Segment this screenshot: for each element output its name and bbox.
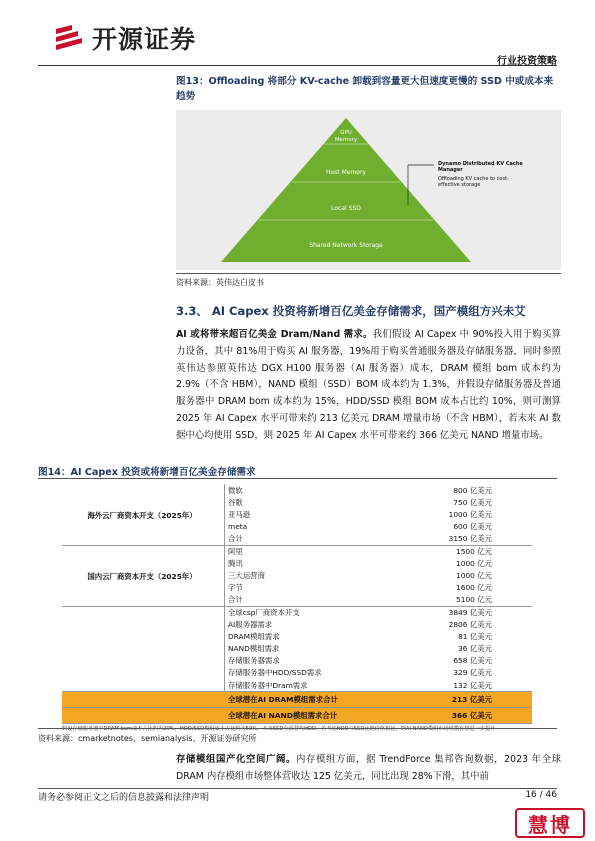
paragraph-2-lead: 存储模组国产化空间广阔。	[176, 754, 296, 765]
table-row	[62, 545, 532, 557]
row-value: 1500 亿元	[456, 547, 492, 557]
row-name: 阿里	[228, 547, 243, 557]
paragraph-2-text: 内存模组方面，据 TrendForce 集邦咨询数据，2023 年全球 DRAM 内存模组市场整体营收达 125 亿美元，同比出现 28%下滑，其中前	[176, 754, 561, 782]
table-row	[62, 582, 532, 594]
row-name: 存储服务器中HDD/SSD需求	[228, 668, 322, 678]
row-value: 750 亿美元	[453, 497, 492, 507]
row-name: 全球潜在AI DRAM模组需求合计	[228, 695, 338, 705]
stamp-text: 慧博	[528, 812, 572, 837]
row-value: 213 亿美元	[451, 695, 492, 705]
row-name: 微软	[228, 485, 243, 495]
row-value: 81 亿美元	[458, 631, 492, 641]
layer-local-ssd: Local SSD	[331, 205, 361, 212]
group-divider	[224, 545, 225, 606]
table-row	[62, 655, 532, 667]
group-divider	[224, 484, 225, 545]
footer-disclaimer: 请务必参阅正文之后的信息披露和法律声明	[38, 793, 210, 803]
paragraph-1-text: 我们假设 AI Capex 中 90%投入用于购买算力设备，其中 81%用于购买 AI 服务器，19%用于购买普通服务器及存储服务器，同时参照英伟达参照英伟达 DGX H100 服务器（AI 服务器）成本，DRAM 模组 bom 成本约为 2.9%（不含 HBM），NAND 模组（SSD）BOM 成本约为 1.3%，并假设存储服务器及普通服务器中 DRAM bom 成本约为 15%，HDD/SSD 模组 BOM 成本占比约 10%，则可测算 2025 年 AI Capex 水平可带来约 213 亿美元 DRAM 增量市场（不含 HBM），若未来 AI 数据中心均使用 SSD，则 2025 年 AI Capex 水平可带来约 366 亿美元 NAND 增量市场。	[176, 329, 561, 441]
table-row	[62, 630, 532, 642]
row-value: 600 亿美元	[453, 522, 492, 532]
group-divider	[224, 606, 225, 691]
row-name: 合计	[228, 595, 243, 605]
group-label: 海外云厂商资本开支（2025年）	[87, 510, 197, 520]
table-row	[62, 679, 532, 691]
brand-name: 开源证券	[92, 25, 197, 54]
row-value: 36 亿美元	[458, 644, 492, 654]
capex-table	[62, 484, 532, 733]
group-label: 国内云厂商资本开支（2025年）	[87, 571, 197, 581]
figure13-image	[176, 110, 561, 270]
table-row	[62, 606, 532, 618]
brand-logo-icon	[52, 21, 86, 55]
row-value: 800 亿美元	[453, 485, 492, 495]
paragraph-1	[176, 327, 561, 445]
row-name: 存储服务器中Dram需求	[228, 680, 308, 690]
figure14-bottom-line	[38, 728, 557, 729]
figure14-source: 资料来源：cmarketnotes、semianalysis、开源证券研究所	[38, 734, 257, 743]
row-value: 1000 亿元	[456, 570, 492, 580]
paragraph-2	[176, 752, 561, 786]
layer-host-memory: Host Memory	[326, 169, 366, 176]
row-value: 366 亿美元	[451, 711, 492, 721]
table-row	[62, 667, 532, 679]
table-row	[62, 484, 532, 496]
row-name: DRAM模组需求	[228, 631, 280, 641]
header-divider	[38, 65, 557, 66]
figure13-source: 资料来源：英伟达白皮书	[176, 278, 264, 287]
highlight-row	[62, 691, 532, 707]
figure14-title: 图14：AI Capex 投资或将新增百亿美金存储需求	[38, 467, 256, 478]
kv-cache-pyramid	[176, 110, 561, 270]
section-title: 3.3、 AI Capex 投资将新增百亿美金存储需求，国产模组方兴未艾	[176, 304, 526, 318]
row-value: 329 亿美元	[453, 668, 492, 678]
row-name: AI服务器需求	[228, 619, 273, 629]
row-name: 三大运营商	[228, 570, 265, 580]
row-name: 存储服务器需求	[228, 656, 280, 666]
row-value: 5100 亿元	[456, 595, 492, 605]
row-name: NAND模组需求	[228, 644, 280, 654]
table-row	[62, 533, 532, 545]
row-name: 合计	[228, 534, 243, 544]
section-label: 行业投资策略	[497, 56, 557, 67]
row-value: 3849 亿美元	[448, 607, 492, 617]
layer-gpu-memory: GPU Memory	[334, 130, 358, 143]
table-row	[62, 618, 532, 630]
row-value: 1000 亿美元	[448, 509, 492, 519]
layer-shared-network-storage: Shared Network Storage	[309, 242, 383, 249]
brand-logo	[52, 20, 196, 56]
figure14-top-line	[38, 478, 557, 479]
table-row	[62, 594, 532, 606]
row-value: 3150 亿美元	[448, 534, 492, 544]
row-name: 谷歌	[228, 497, 243, 507]
row-value: 1600 亿元	[456, 583, 492, 593]
table-row	[62, 521, 532, 533]
footer-divider	[38, 788, 557, 789]
row-value: 132 亿美元	[453, 680, 492, 690]
highlight-row	[62, 707, 532, 723]
row-value: 1000 亿元	[456, 558, 492, 568]
row-value: 2806 亿美元	[448, 619, 492, 629]
watermark-stamp	[515, 808, 585, 838]
row-name: 全球csp厂商资本开支	[228, 607, 300, 617]
row-name: meta	[228, 522, 248, 532]
annotation-title: Dynamo Distributed KV Cache Manager	[438, 161, 523, 173]
table-row	[62, 557, 532, 569]
annotation-text: Offloading KV cache to cost-effective storage	[438, 176, 509, 188]
table-row	[62, 642, 532, 654]
row-name: 全球潜在AI NAND模组需求合计	[228, 711, 338, 721]
row-value: 658 亿美元	[453, 656, 492, 666]
table-row	[62, 496, 532, 508]
paragraph-1-lead: AI 或将带来超百亿美金 Dram/Nand 需求。	[176, 329, 373, 340]
figure13-title: 图13：Offloading 将部分 KV-cache 卸载到容量更大但速度更慢的 SSD 中或成本来趋势	[176, 76, 554, 102]
row-name: 字节	[228, 583, 243, 593]
row-name: 腾讯	[228, 558, 243, 568]
page-number: 16 / 46	[525, 790, 557, 800]
figure13-divider	[176, 273, 561, 274]
row-name: 亚马逊	[228, 509, 251, 519]
table-note: 假设存储服务器中DRAM bom成本占比约为20%，HDD/SSD模组成本占比约为50%，未来SSD全面替代HDD，若考虑HDD与SSD比例价格相比，则AI NAND模组市场规模有望进一步提升	[62, 723, 532, 733]
